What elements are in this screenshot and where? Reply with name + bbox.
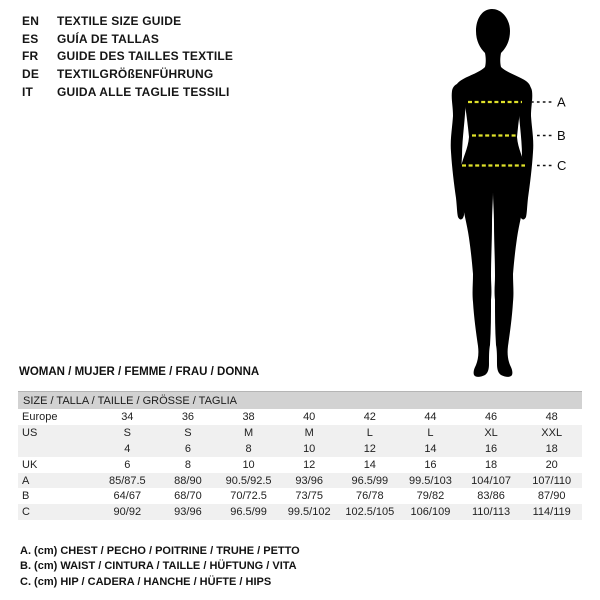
size-cell: 38 xyxy=(242,410,255,423)
size-table-body xyxy=(18,409,582,520)
size-cell: 106/109 xyxy=(410,506,451,519)
size-cell: M xyxy=(243,426,254,439)
size-cell: 87/90 xyxy=(537,490,566,503)
size-cell: 42 xyxy=(363,410,376,423)
size-cell: 36 xyxy=(181,410,195,423)
size-cell: 10 xyxy=(303,442,316,455)
legend-row: B. (cm) WAIST / CINTURA / TAILLE / HÜFTUNG / VITA xyxy=(20,560,297,573)
woman-right-arm xyxy=(518,83,533,219)
language-list xyxy=(22,12,233,100)
size-cell: 6 xyxy=(184,442,191,455)
table-row xyxy=(18,425,582,441)
size-cell: 110/113 xyxy=(471,506,511,519)
language-label: TEXTILE SIZE GUIDE xyxy=(57,13,182,28)
woman-figure xyxy=(400,0,600,390)
size-cell: 8 xyxy=(245,442,252,455)
size-cell: 20 xyxy=(545,458,558,471)
size-cell: 16 xyxy=(424,458,437,471)
size-cell: 88/90 xyxy=(174,474,202,487)
size-table-header: SIZE / TALLA / TAILLE / GRÖSSE / TAGLIA xyxy=(18,391,582,409)
figure-wrap xyxy=(400,0,600,390)
size-cell: 79/82 xyxy=(416,490,445,503)
size-cell: 93/96 xyxy=(295,474,323,487)
size-cell: XXL xyxy=(541,426,563,439)
size-cell: 6 xyxy=(124,458,131,471)
row-label: B xyxy=(22,490,30,503)
table-row xyxy=(18,488,582,504)
size-cell: 76/78 xyxy=(356,490,384,503)
table-row xyxy=(18,441,582,457)
size-cell: 99.5/102 xyxy=(287,506,331,519)
size-cell: 114/119 xyxy=(532,506,571,519)
marker-a-label: A xyxy=(557,94,566,110)
size-cell: 104/107 xyxy=(471,474,511,487)
table-row xyxy=(18,504,582,520)
woman-left-arm xyxy=(451,83,466,219)
size-cell: 83/86 xyxy=(477,490,505,503)
size-cell: 14 xyxy=(424,442,437,455)
size-cell: 46 xyxy=(484,410,498,423)
size-cell: 12 xyxy=(303,458,316,471)
legend xyxy=(20,543,300,590)
size-cell: 12 xyxy=(363,442,376,455)
language-code: ES xyxy=(22,31,39,46)
size-cell: M xyxy=(304,426,314,439)
size-cell: 90/92 xyxy=(113,506,142,519)
language-label: GUÍA DE TALLAS xyxy=(57,31,160,46)
language-row xyxy=(22,83,233,101)
size-cell: S xyxy=(184,426,192,439)
size-cell: 102.5/105 xyxy=(345,506,395,519)
row-label: US xyxy=(22,426,38,439)
language-row xyxy=(22,30,233,48)
size-cell: 14 xyxy=(363,458,376,471)
table-title: WOMAN / MUJER / FEMME / FRAU / DONNA xyxy=(19,366,260,378)
size-cell: 73/75 xyxy=(295,490,323,503)
language-label: GUIDA ALLE TAGLIE TESSILI xyxy=(57,84,230,99)
size-cell: 96.5/99 xyxy=(230,506,267,519)
language-code: EN xyxy=(22,13,40,28)
table-row xyxy=(18,473,582,489)
size-cell: S xyxy=(123,426,131,439)
size-cell: XL xyxy=(484,426,498,439)
size-cell: 93/96 xyxy=(174,506,202,519)
language-row xyxy=(22,65,233,83)
size-cell: 10 xyxy=(242,458,255,471)
row-label: A xyxy=(22,474,30,487)
size-cell: 64/67 xyxy=(113,490,142,503)
language-row xyxy=(22,47,233,65)
size-cell: 70/72.5 xyxy=(230,490,267,503)
language-label: GUIDE DES TAILLES TEXTILE xyxy=(57,49,234,64)
row-label: Europe xyxy=(22,410,58,423)
table-row xyxy=(18,457,582,473)
size-cell: 18 xyxy=(545,442,558,455)
row-label: UK xyxy=(22,458,38,471)
size-cell: 85/87.5 xyxy=(108,474,146,487)
size-cell: 96.5/99 xyxy=(351,474,389,487)
size-cell: 90.5/92.5 xyxy=(225,474,272,487)
size-table xyxy=(18,391,582,520)
size-cell: 16 xyxy=(484,442,498,455)
size-cell: 4 xyxy=(124,442,131,455)
legend-row: C. (cm) HIP / CADERA / HANCHE / HÜFTE / HIPS xyxy=(20,575,272,588)
row-label: C xyxy=(22,506,30,519)
language-code: IT xyxy=(22,84,34,99)
size-cell: 18 xyxy=(484,458,498,471)
size-cell: 68/70 xyxy=(174,490,202,503)
language-code: FR xyxy=(22,49,39,64)
size-cell: 34 xyxy=(121,410,134,423)
size-cell: 8 xyxy=(184,458,191,471)
language-code: DE xyxy=(22,66,40,81)
size-cell: L xyxy=(366,426,373,439)
size-cell: 99.5/103 xyxy=(409,474,452,487)
woman-silhouette xyxy=(455,9,531,377)
size-cell: 107/110 xyxy=(532,474,572,487)
marker-c-label: C xyxy=(557,158,567,173)
size-cell: 48 xyxy=(545,410,558,423)
size-cell: 40 xyxy=(303,410,316,423)
legend-row: A. (cm) CHEST / PECHO / POITRINE / TRUHE / PETTO xyxy=(20,544,300,557)
language-row xyxy=(22,12,233,30)
size-cell: 44 xyxy=(424,410,437,423)
marker-b-label: B xyxy=(557,128,566,143)
table-row xyxy=(18,409,582,425)
language-label: TEXTILGRÖßENFÜHRUNG xyxy=(57,66,214,81)
size-cell: L xyxy=(427,426,434,439)
